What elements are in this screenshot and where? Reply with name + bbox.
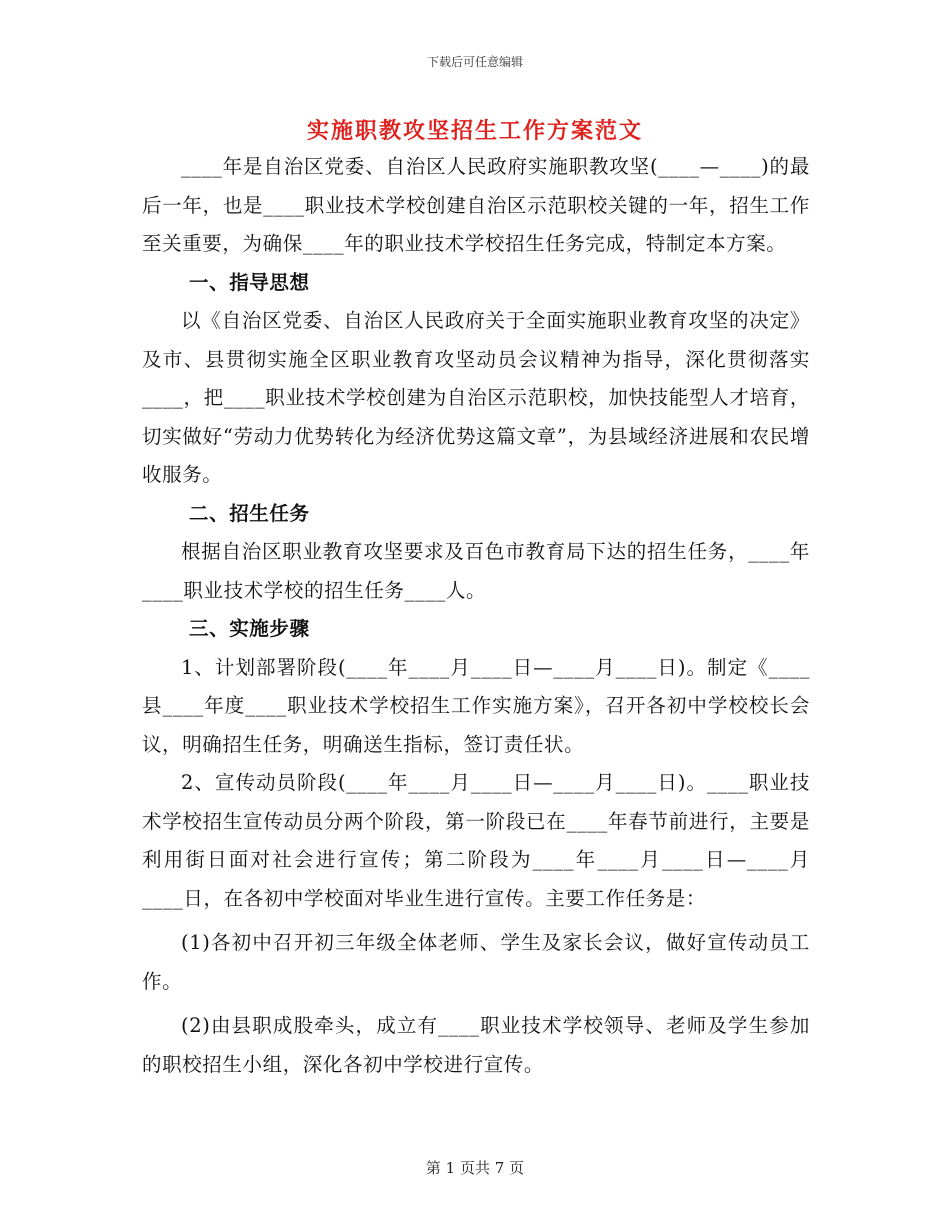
list-item-1: (1)各初中召开初三年级全体老师、学生及家长会议，做好宣传动员工作。 [142, 931, 810, 993]
page-footer: 第 1 页共 7 页 [425, 1159, 525, 1177]
step-1-paragraph: 1、计划部署阶段(____年____月____日—____月____日)。制定《____县____年度____职业技术学校招生工作实施方案》，召开各初中学校校长会议，明确招生任务，明确送生指标，签订责任状。 [142, 655, 810, 756]
list-item-2: (2)由县职成股牵头，成立有____职业技术学校领导、老师及学生参加的职校招生小组，深化各初中学校进行宣传。 [142, 1014, 810, 1076]
section-heading-enrollment-task: 二、招生任务 [189, 501, 310, 525]
intro-paragraph: ____年是自治区党委、自治区人民政府实施职教攻坚(____—____)的最后一年，也是____职业技术学校创建自治区示范职校关键的一年，招生工作至关重要，为确保____年的职业技术学校招生任务完成，特制定本方案。 [142, 155, 810, 255]
enrollment-task-paragraph: 根据自治区职业教育攻坚要求及百色市教育局下达的招生任务，____年____职业技术学校的招生任务____人。 [142, 540, 810, 602]
header-note: 下载后可任意编辑 [426, 55, 523, 69]
section-heading-implementation-steps: 三、实施步骤 [189, 617, 310, 640]
document-title: 实施职教攻坚招生工作方案范文 [306, 118, 643, 144]
section-heading-guiding-ideology: 一、指导思想 [189, 270, 310, 294]
step-2-paragraph: 2、宣传动员阶段(____年____月____日—____月____日)。____职业技术学校招生宣传动员分两个阶段，第一阶段已在____年春节前进行，主要是利用街日面对社会进行宣传；第二阶段为____年____月____日—____月____日，在各初中学校面对毕业生进行宣传。主要工作任务是： [142, 771, 810, 910]
document-body [142, 148, 810, 1084]
guiding-ideology-paragraph: 以《自治区党委、自治区人民政府关于全面实施职业教育攻坚的决定》及市、县贯彻实施全区职业教育攻坚动员会议精神为指导，深化贯彻落实____，把____职业技术学校创建为自治区示范职校，加快技能型人才培育，切实做好“劳动力优势转化为经济优势这篇文章”，为县域经济进展和农民增收服务。 [142, 309, 810, 486]
